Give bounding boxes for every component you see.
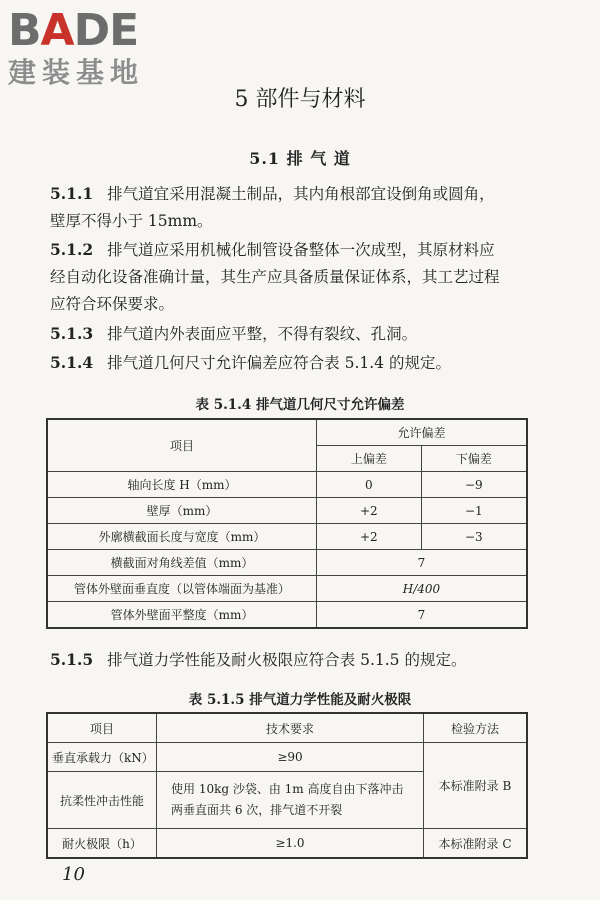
- chapter-title: 5 部件与材料: [234, 87, 366, 112]
- row-lower: −3: [421, 524, 527, 550]
- header-requirement: 技术要求: [157, 713, 424, 743]
- table-row: [47, 498, 527, 524]
- table-header-row: [47, 419, 527, 446]
- row-requirement: ≥90: [157, 743, 424, 772]
- table-row: [47, 743, 527, 772]
- clause-text: 排气道宜采用混凝土制品，其内角根部宜设倒角或圆角，壁厚不得小于 15mm。: [50, 185, 495, 230]
- clause-text: 排气道应采用机械化制管设备整体一次成型，其原材料应经自动化设备准确计量，其生产应具备质量保证体系，其工艺过程应符合环保要求。: [50, 241, 500, 313]
- clause-text: 排气道力学性能及耐火极限应符合表 5.1.5 的规定。: [107, 651, 467, 669]
- clause-number: 5.1.2: [50, 240, 94, 259]
- logo-wordmark: BADE: [8, 5, 139, 56]
- row-upper: +2: [317, 498, 422, 524]
- section-title: 5.1 排 气 道: [249, 149, 351, 168]
- clause-number: 5.1.4: [50, 353, 94, 372]
- header-lower: 下偏差: [421, 446, 527, 472]
- clause-5-1-4: [50, 349, 510, 377]
- row-requirement: 使用 10kg 沙袋、由 1m 高度自由下落冲击两垂直面共 6 次，排气道不开裂: [157, 772, 424, 829]
- row-upper: 0: [317, 472, 422, 498]
- clause-text: 排气道几何尺寸允许偏差应符合表 5.1.4 的规定。: [107, 354, 451, 372]
- row-item: 垂直承载力（kN）: [47, 743, 157, 772]
- clause-5-1-3: [50, 320, 510, 348]
- row-merged-value: 7: [317, 602, 528, 629]
- header-method: 检验方法: [424, 713, 528, 743]
- logo: [8, 6, 178, 90]
- row-merged-value: 7: [317, 550, 528, 576]
- clause-5-1-5: [50, 646, 510, 674]
- clause-number: 5.1.1: [50, 184, 94, 203]
- table-row: [47, 524, 527, 550]
- row-requirement: ≥1.0: [157, 829, 424, 859]
- row-merged-value: H/400: [317, 576, 528, 602]
- row-item: 轴向长度 H（mm）: [47, 472, 317, 498]
- header-upper: 上偏差: [317, 446, 422, 472]
- logo-subtitle: 建装基地: [8, 56, 145, 89]
- row-upper: +2: [317, 524, 422, 550]
- table-row: [47, 472, 527, 498]
- row-lower: −9: [421, 472, 527, 498]
- table-caption-5-1-4: 表 5.1.4 排气道几何尺寸允许偏差: [195, 397, 405, 413]
- row-item: 壁厚（mm）: [47, 498, 317, 524]
- clause-5-1-2: [50, 236, 510, 318]
- table-caption-5-1-5: 表 5.1.5 排气道力学性能及耐火极限: [188, 692, 412, 708]
- row-item: 管体外壁面垂直度（以管体端面为基准）: [47, 576, 317, 602]
- clause-number: 5.1.5: [50, 650, 94, 669]
- clause-text: 排气道内外表面应平整，不得有裂纹、孔洞。: [107, 325, 418, 343]
- row-item: 外廓横截面长度与宽度（mm）: [47, 524, 317, 550]
- performance-table: [46, 712, 528, 859]
- table-row: [47, 829, 527, 859]
- header-item: 项目: [47, 419, 317, 472]
- row-item: 管体外壁面平整度（mm）: [47, 602, 317, 629]
- header-allowed-deviation: 允许偏差: [317, 419, 528, 446]
- table-row: [47, 550, 527, 576]
- table-header-row: [47, 713, 527, 743]
- row-lower: −1: [421, 498, 527, 524]
- header-item: 项目: [47, 713, 157, 743]
- table-row: [47, 602, 527, 629]
- clause-number: 5.1.3: [50, 324, 94, 343]
- row-item: 横截面对角线差值（mm）: [47, 550, 317, 576]
- row-item: 耐火极限（h）: [47, 829, 157, 859]
- page-number: 10: [62, 864, 85, 885]
- table-row: [47, 576, 527, 602]
- row-method: 本标准附录 B: [424, 743, 528, 829]
- deviation-table: [46, 418, 528, 629]
- row-method: 本标准附录 C: [424, 829, 528, 859]
- clause-5-1-1: [50, 180, 510, 235]
- row-item: 抗柔性冲击性能: [47, 772, 157, 829]
